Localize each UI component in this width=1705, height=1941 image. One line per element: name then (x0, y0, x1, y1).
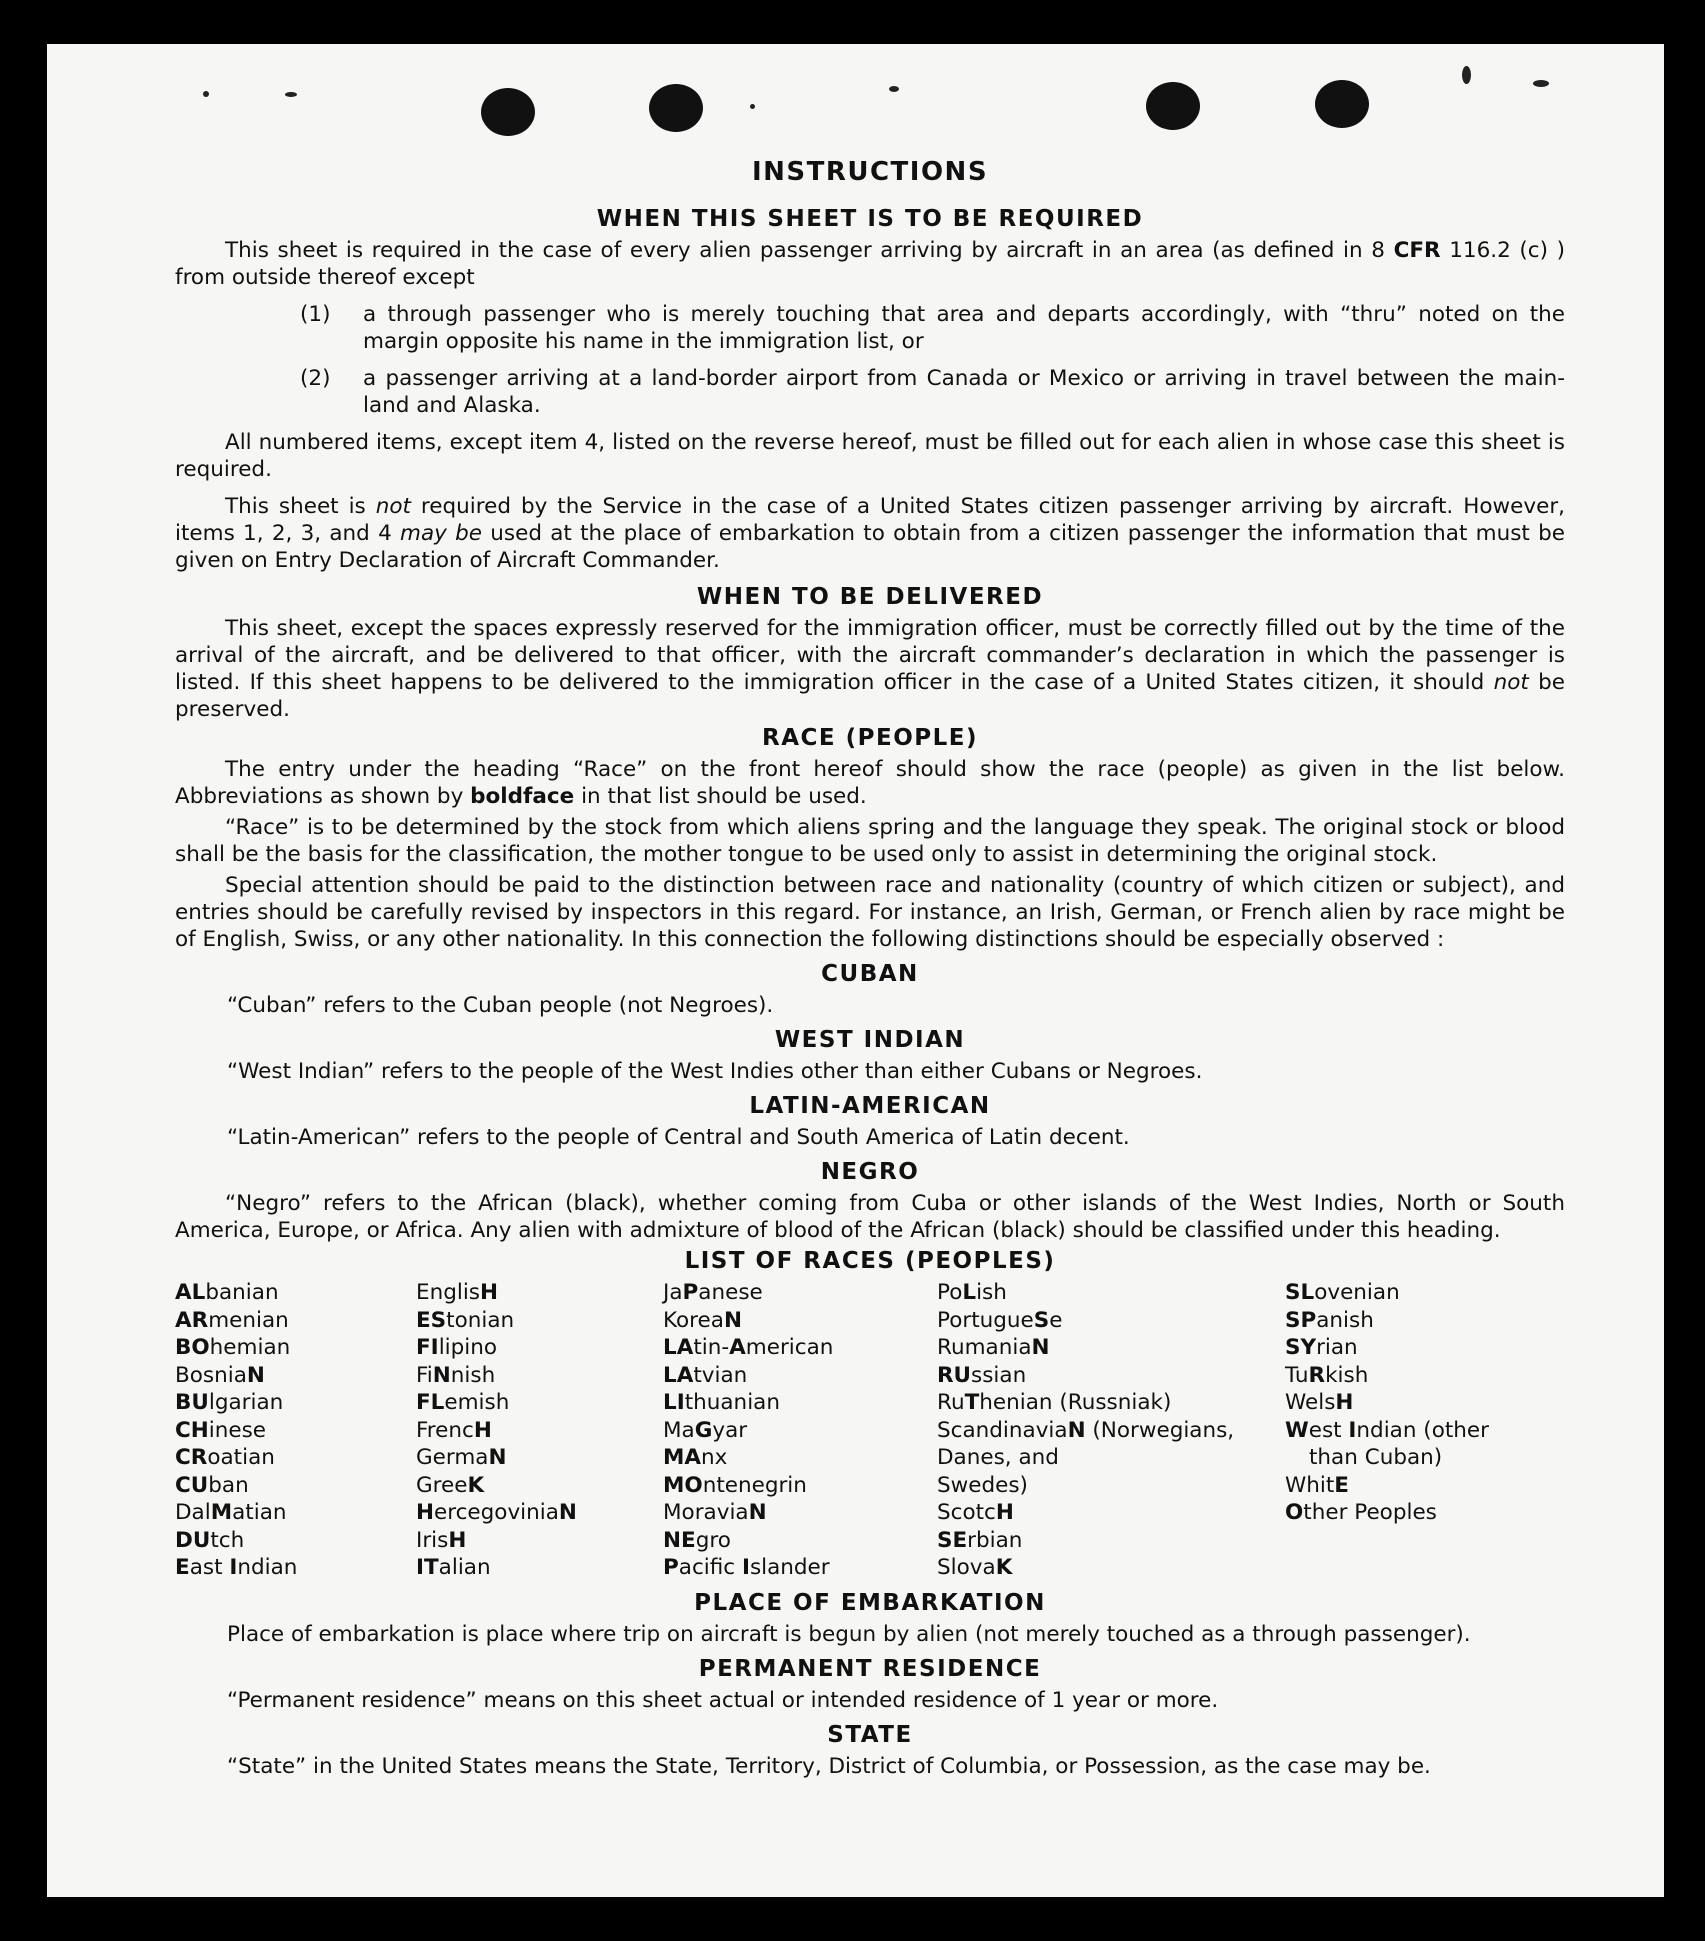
races-column (1285, 1279, 1545, 1582)
instructions-content (175, 159, 1565, 1788)
race-entry: RumaniaN (937, 1335, 1050, 1360)
citizen-text: used at the place of embarkation to obtain from a citizen passenger the information that must be given on Entry Declaration of Aircraft Commander. (175, 521, 1565, 573)
exception-number: (2) (300, 366, 331, 391)
race-entry: BOhemian (175, 1335, 291, 1360)
numbered-items-paragraph: All numbered items, except item 4, listed on the reverse hereof, must be filled out for each alien in whose case this sheet is required. (175, 430, 1565, 482)
embarkation-definition: Place of embarkation is place where trip on aircraft is begun by alien (not merely touched as a through passenger). (227, 1621, 1471, 1647)
negro-definition: “Negro” refers to the African (black), whether coming from Cuba or other islands of the West Indies, North or South America, Europe, or Africa. Any alien with admixture of blood of the African (black) should be classified under this heading. (175, 1191, 1565, 1243)
race-entry: MaGyar (663, 1417, 748, 1443)
page-title: INSTRUCTIONS (751, 157, 989, 187)
race-entry: PoLish (937, 1280, 1007, 1305)
race-entry: FIlipino (416, 1335, 498, 1360)
required-intro-text-end: 116.2 (c) ) from outside thereof except (175, 238, 1565, 290)
citizen-italic-not: not (375, 494, 411, 519)
delivered-italic-not: not (1493, 670, 1529, 695)
ink-speck (285, 92, 297, 97)
west-indian-definition: “West Indian” refers to the people of the West Indies other than either Cubans or Negroes. (227, 1059, 1203, 1084)
race-entry: MAnx (663, 1445, 728, 1470)
exception-text: a through passenger who is merely touching that area and departs accordingly, with “thru” noted on the margin opposite his name in the immigration list, or (363, 302, 1565, 354)
state-definition: “State” in the United States means the State, Territory, District of Columbia, or Possession, as the case may be. (227, 1753, 1431, 1779)
race-entry: DUtch (175, 1527, 245, 1553)
race-entry: NEgro (663, 1527, 731, 1553)
race-entry: CUban (175, 1472, 249, 1498)
race-entry: BosniaN (175, 1362, 265, 1388)
punch-hole (649, 84, 703, 132)
race-entry: GermaN (416, 1445, 507, 1470)
ink-speck (203, 91, 209, 97)
race-entry: PortugueSe (937, 1307, 1063, 1333)
race-entry: WhitE (1285, 1472, 1349, 1498)
race-entry: KoreaN (663, 1307, 742, 1333)
exception-number: (1) (300, 302, 331, 327)
race-entry: CRoatian (175, 1445, 275, 1470)
heading-race: RACE (PEOPLE) (762, 725, 978, 751)
heading-latin-american: LATIN-AMERICAN (749, 1093, 991, 1119)
race-entry: RuThenian (Russniak) (937, 1390, 1172, 1415)
race-entry: Other Peoples (1285, 1500, 1437, 1525)
race-entry: WelsH (1285, 1390, 1354, 1415)
heading-when-required: WHEN THIS SHEET IS TO BE REQUIRED (596, 206, 1144, 232)
race-entry: IrisH (416, 1527, 467, 1553)
race-text-end: in that list should be used. (574, 784, 867, 809)
race-entry: Swedes) (937, 1472, 1028, 1498)
heading-list-of-races: LIST OF RACES (PEOPLES) (684, 1248, 1056, 1274)
race-entry: FiNnish (416, 1362, 496, 1388)
latin-american-definition: “Latin-American” refers to the people of Central and South America of Latin decent. (227, 1125, 1130, 1150)
punch-hole (1146, 82, 1200, 130)
citizen-text: required by the Service in the case of a United States citizen passenger arriving by aircraft. However, items 1, 2, 3, and 4 (175, 494, 1565, 546)
ink-speck (1533, 80, 1549, 87)
exception-text: a passenger arriving at a land-border airport from Canada or Mexico or arriving in travel between the main-land and Alaska. (363, 366, 1565, 418)
delivered-text-end: be preserved. (175, 670, 1565, 722)
races-column (937, 1279, 1285, 1582)
race-entry: LAtvian (663, 1362, 748, 1388)
required-intro-text: This sheet is required in the case of every alien passenger arriving by aircraft in an area (as defined in 8 (225, 238, 1394, 263)
required-intro (175, 237, 1565, 291)
race-entry: Pacific Islander (663, 1555, 830, 1580)
race-entry: than Cuban) (1309, 1445, 1443, 1470)
delivered-paragraph (175, 615, 1565, 723)
race-text: The entry under the heading “Race” on the front hereof should show the race (people) as given in the list below. Abbreviations as shown by (175, 757, 1565, 809)
citizen-italic-may-be: may be (400, 521, 483, 546)
race-entry: East Indian (175, 1555, 298, 1580)
heading-place-of-embarkation: PLACE OF EMBARKATION (694, 1589, 1046, 1616)
race-entry: West Indian (other (1285, 1417, 1489, 1443)
race-entry: SLovenian (1285, 1280, 1400, 1305)
heading-negro: NEGRO (820, 1159, 920, 1185)
heading-west-indian: WEST INDIAN (774, 1027, 966, 1053)
exception-item (175, 301, 1565, 355)
race-entry: CHinese (175, 1417, 267, 1443)
race-entry: ScotcH (937, 1500, 1014, 1525)
race-paragraph-2: “Race” is to be determined by the stock from which aliens spring and the language they speak. The original stock or blood shall be the basis for the classification, the mother tongue to be used only to assist in determining the original stock. (175, 815, 1565, 867)
race-entry: MoraviaN (663, 1500, 767, 1525)
boldface-word: boldface (470, 784, 575, 809)
race-entry: HercegoviniaN (416, 1500, 577, 1525)
race-entry: SlovaK (937, 1555, 1013, 1580)
cfr-bold: CFR (1393, 238, 1441, 263)
race-entry: JaPanese (663, 1280, 763, 1305)
citizen-paragraph (175, 493, 1565, 574)
race-entry: TuRkish (1285, 1362, 1369, 1388)
race-entry: Danes, and (937, 1445, 1059, 1470)
ink-speck (889, 86, 899, 92)
citizen-text: This sheet is (225, 494, 376, 519)
race-paragraph-3: Special attention should be paid to the distinction between race and nationality (country of which citizen or subject), and entries should be carefully revised by inspectors in this regard. For instance, an Irish, German, or French alien by race might be of English, Swiss, or any other nationality. In this connection the following distinctions should be especially observed : (175, 873, 1565, 952)
races-column (416, 1279, 663, 1582)
document-page (47, 44, 1664, 1897)
race-entry: DalMatian (175, 1500, 287, 1525)
race-entry: ITalian (416, 1555, 491, 1580)
races-column (663, 1279, 937, 1582)
race-entry: SYrian (1285, 1335, 1358, 1360)
race-entry: LAtin-American (663, 1335, 834, 1360)
race-entry: LIthuanian (663, 1390, 780, 1415)
residence-definition: “Permanent residence” means on this sheet actual or intended residence of 1 year or more. (227, 1687, 1219, 1713)
race-entry: ScandinaviaN (Norwegians, (937, 1417, 1235, 1443)
race-entry: EStonian (416, 1307, 515, 1333)
race-entry: SErbian (937, 1527, 1023, 1553)
ink-speck (750, 104, 755, 109)
race-entry: ARmenian (175, 1307, 289, 1333)
race-entry: GreeK (416, 1472, 485, 1498)
ink-speck (1462, 66, 1471, 84)
heading-state: STATE (827, 1721, 913, 1748)
race-paragraph-1 (175, 756, 1565, 810)
race-entry: ALbanian (175, 1280, 279, 1305)
race-entry: MOntenegrin (663, 1472, 807, 1498)
heading-cuban: CUBAN (821, 961, 919, 987)
heading-when-delivered: WHEN TO BE DELIVERED (696, 584, 1044, 610)
race-entry: FLemish (416, 1390, 510, 1415)
exception-item (175, 365, 1565, 419)
races-list (175, 1279, 1565, 1582)
race-entry: BUlgarian (175, 1390, 284, 1415)
delivered-text: This sheet, except the spaces expressly reserved for the immigration officer, must be correctly filled out by the time of the arrival of the aircraft, and be delivered to that officer, with the aircraft commander’s declaration in which the passenger is listed. If this sheet happens to be delivered to the immigration officer in the case of a United States citizen, it should (175, 616, 1565, 695)
heading-permanent-residence: PERMANENT RESIDENCE (698, 1655, 1042, 1682)
cuban-definition: “Cuban” refers to the Cuban people (not Negroes). (227, 993, 774, 1018)
punch-hole (481, 88, 535, 136)
race-entry: RUssian (937, 1362, 1027, 1388)
punch-hole (1315, 80, 1369, 128)
race-entry: SPanish (1285, 1307, 1374, 1333)
race-entry: FrencH (416, 1417, 492, 1443)
races-column (175, 1279, 416, 1582)
race-entry: EnglisH (416, 1280, 499, 1305)
